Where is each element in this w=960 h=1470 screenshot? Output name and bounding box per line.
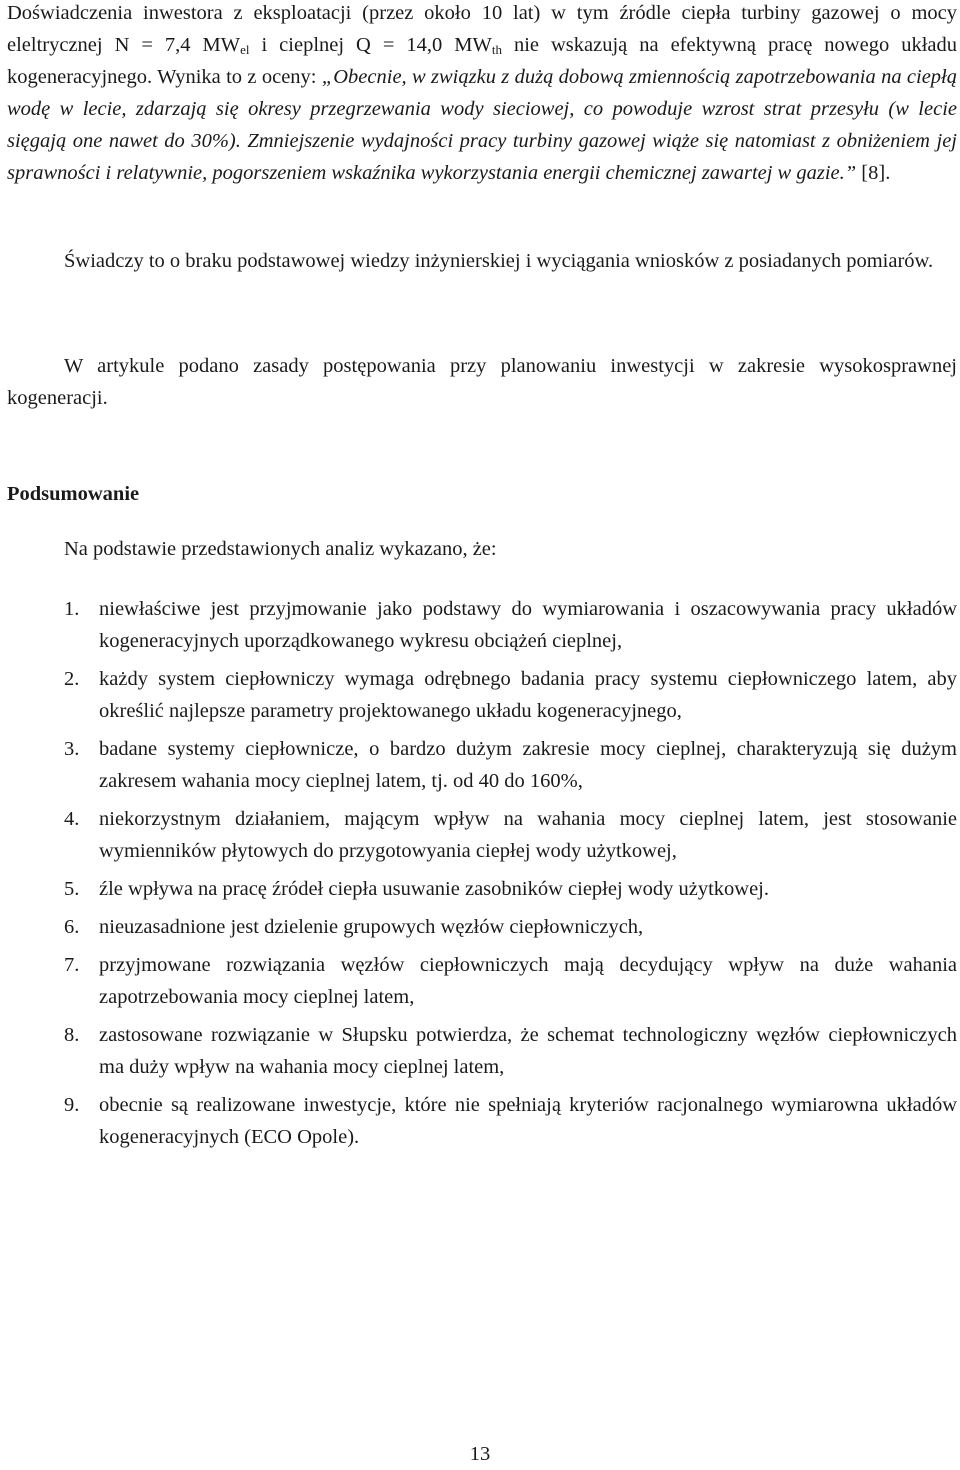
list-item (7, 873, 957, 905)
list-item (7, 1019, 957, 1083)
list-item-text: zastosowane rozwiązanie w Słupsku potwierdza, że schemat technologiczny węzłów ciepłowniczych ma duży wpływ na wahania mocy cieplnej latem, (99, 1024, 957, 1078)
list-item-number: 3. (64, 738, 80, 760)
list-item-text: obecnie są realizowane inwestycje, które nie spełniają kryteriów racjonalnego wymiarowna układów kogeneracyjnych (ECO Opole). (99, 1094, 957, 1148)
subscript-el: el (240, 42, 250, 57)
section-heading-summary: Podsumowanie (7, 483, 140, 505)
list-item-number: 1. (64, 598, 80, 620)
list-item (7, 593, 957, 657)
list-item-number: 9. (64, 1094, 80, 1116)
list-item-number: 7. (64, 954, 80, 976)
subscript-th: th (491, 42, 502, 57)
list-item (7, 733, 957, 797)
list-item-number: 6. (64, 916, 80, 938)
list-item (7, 949, 957, 1013)
paragraph-article-scope: W artykule podano zasady postępowania przy planowaniu inwestycji w zakresie wysokosprawnej kogeneracji. (7, 355, 957, 409)
list-item-text: każdy system ciepłowniczy wymaga odrębnego badania pracy systemu ciepłowniczego latem, aby określić najlepsze parametry projektowanego układu kogeneracyjnego, (99, 668, 957, 722)
list-item (7, 911, 957, 943)
page-number: 13 (469, 1443, 491, 1465)
p1-text-c: nie wskazują na efektywną pracę nowego układu kogeneracyjnego. Wynika to z oceny: (7, 34, 957, 88)
list-item-text: niewłaściwe jest przyjmowanie jako podstawy do wymiarowania i oszacowywania pracy układów kogeneracyjnych uporządkowanego wykresu obciążeń cieplnej, (99, 598, 957, 652)
list-item-text: źle wpływa na pracę źródeł ciepła usuwanie zasobników ciepłej wody użytkowej. (99, 878, 769, 900)
citation-reference: [8]. (856, 162, 891, 184)
paragraph-lack-of-knowledge: Świadczy to o braku podstawowej wiedzy inżynierskiej i wyciągania wniosków z posiadanych pomiarów. (64, 250, 934, 272)
summary-intro: Na podstawie przedstawionych analiz wykazano, że: (64, 538, 497, 560)
p1-text-b: i cieplnej Q = 14,0 MW (249, 34, 492, 56)
list-item-text: niekorzystnym działaniem, mającym wpływ na wahania mocy cieplnej latem, jest stosowanie wymienników płytowych do przygotowyania ciepłej wody użytkowej, (99, 808, 957, 862)
list-item-text: nieuzasadnione jest dzielenie grupowych węzłów ciepłowniczych, (99, 916, 644, 938)
list-item (7, 1089, 957, 1153)
list-item (7, 663, 957, 727)
list-item-number: 2. (64, 668, 80, 690)
paragraph-investor-experience (7, 0, 957, 189)
list-item (7, 803, 957, 867)
quoted-assessment: „Obecnie, w związku z dużą dobową zmiennością zapotrzebowania na ciepłą wodę w lecie, zdarzają się okresy przegrzewania wody sieciowej, co powoduje wzrost strat przesyłu (w lecie sięgają one nawet do 30%). Zmniejszenie wydajności pracy turbiny gazowej wiąże się natomiast z obniżeniem jej sprawności i relatywnie, pogorszeniem wskaźnika wykorzystania energii chemicznej zawartej w gazie.” (7, 66, 958, 184)
list-item-text: badane systemy ciepłownicze, o bardzo dużym zakresie mocy cieplnej, charakteryzują się dużym zakresem wahania mocy cieplnej latem, tj. od 40 do 160%, (99, 738, 957, 792)
conclusions-list (7, 593, 957, 1159)
list-item-text: przyjmowane rozwiązania węzłów ciepłowniczych mają decydujący wpływ na duże wahania zapotrzebowania mocy cieplnej latem, (99, 954, 957, 1008)
list-item-number: 4. (64, 808, 80, 830)
list-item-number: 5. (64, 878, 80, 900)
p1-text-a: Doświadczenia inwestora z eksploatacji (przez około 10 lat) w tym źródle ciepła turbiny gazowej o mocy eleltrycznej N = 7,4 MW (7, 2, 957, 56)
list-item-number: 8. (64, 1024, 80, 1046)
